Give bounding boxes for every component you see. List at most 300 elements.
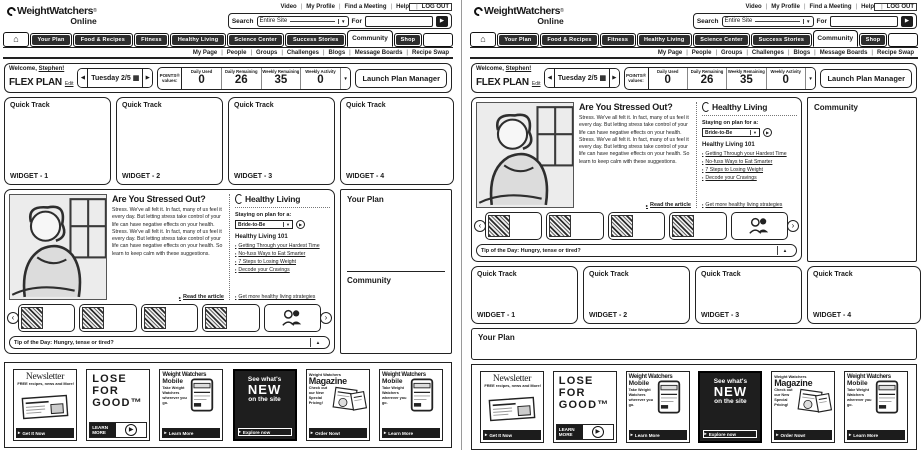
sidebar-divider (347, 271, 445, 272)
subnav-blogs[interactable]: | Blogs (784, 50, 810, 56)
read-article-label: Read the article (650, 202, 691, 208)
ad-cta-button[interactable] (162, 428, 220, 438)
ad-newsletter[interactable] (480, 371, 544, 443)
stat-label: Daily Used (657, 69, 679, 75)
carousel-item[interactable] (141, 304, 198, 332)
tab-label: Shop (396, 35, 420, 45)
subnav-challenges[interactable]: | Challenges (742, 50, 784, 56)
your-plan-title: Your Plan (478, 333, 515, 342)
thumbnail-image (672, 215, 694, 237)
search-input[interactable] (365, 16, 433, 27)
chevron-left-icon: ‹ (11, 313, 15, 322)
logout-button[interactable]: | LOG OUT (409, 3, 452, 11)
welcome-bar (471, 63, 917, 93)
utility-link-find-a-meeting[interactable]: | Find a Meeting (800, 4, 852, 10)
points-brand: POINTS® (159, 72, 180, 78)
quick-track-widget-1[interactable] (471, 266, 578, 324)
tab-shop[interactable] (394, 33, 422, 47)
ad-magazine[interactable] (771, 371, 835, 443)
carousel-item[interactable] (669, 212, 726, 240)
ad-banner-strip (4, 362, 452, 448)
ad-subtitle: Check out our New Special Pricing! (308, 386, 328, 405)
ad-cta-button[interactable] (309, 428, 367, 438)
dotted-divider (235, 207, 330, 208)
hl-link-label: Decode your Cravings (238, 267, 290, 274)
subnav-message-boards[interactable]: | Message Boards (810, 50, 867, 56)
ad-cta-button[interactable] (847, 430, 905, 440)
ad-lose-for-good[interactable] (553, 371, 617, 443)
ad-whats-new[interactable] (233, 369, 297, 441)
registered-mark: ® (93, 8, 97, 14)
tab-label: Fitness (136, 35, 168, 45)
community-module (814, 103, 910, 256)
ad-title: Mobile (162, 378, 183, 385)
tab-fitness[interactable] (600, 33, 635, 47)
ad-title: LOSE FOR GOOD™ (558, 375, 610, 411)
ad-cta-button[interactable] (89, 422, 147, 438)
stat-label: Weekly Remaining (727, 69, 765, 75)
points-brand: POINTS® (626, 72, 647, 78)
hl-link-losing-weight[interactable] (235, 258, 330, 266)
tab-label: Food & Recipes (542, 35, 597, 45)
healthy-living-101-title: Healthy Living 101 (235, 234, 288, 240)
ad-cta-button[interactable] (702, 429, 758, 439)
thumbnail-image (205, 307, 227, 329)
subnav-my-page[interactable]: My Page (192, 49, 218, 56)
stat-value: 0 (317, 74, 324, 87)
brand-logo[interactable] (474, 5, 564, 26)
search-bar (228, 13, 452, 29)
ad-cta-button[interactable] (774, 430, 832, 440)
welcome-bar (4, 63, 452, 93)
date-display[interactable] (554, 69, 610, 87)
tab-success-stories[interactable] (285, 33, 346, 47)
search-scope-select[interactable] (722, 16, 814, 27)
utility-nav (280, 3, 452, 11)
ad-brand: Weight Watchers (774, 374, 807, 379)
ad-subtitle: Take Weight Watchers wherever you go. (162, 386, 187, 405)
welcome-greeting: Welcome, (476, 66, 504, 72)
edit-plan-link[interactable]: Edit (531, 81, 541, 87)
widget-placeholder-label: WIDGET - 4 (346, 173, 385, 180)
plan-name: FLEX PLAN (476, 77, 529, 88)
page-wireframe (467, 0, 921, 450)
hl-link-eat-smarter[interactable] (235, 250, 330, 258)
community-title: Community (347, 275, 391, 285)
hl-link-label: Decode your Cravings (705, 175, 757, 182)
article-title: Are You Stressed Out? (112, 194, 206, 204)
tab-healthy-living[interactable] (637, 33, 692, 47)
hl-link-cravings[interactable] (702, 174, 797, 182)
plan-for-select[interactable] (235, 220, 293, 229)
points-dropdown-button[interactable] (341, 68, 351, 89)
ad-cta-button[interactable] (483, 430, 541, 440)
ad-body (629, 380, 687, 430)
brand-name: WeightWatchers (17, 5, 94, 17)
ad-title: Newsletter (25, 372, 65, 382)
healthy-living-header (235, 194, 330, 204)
home-icon: ⌂ (13, 34, 19, 44)
healthy-living-panel (696, 102, 797, 208)
healthy-living-panel (229, 194, 330, 300)
subnav-blogs[interactable]: | Blogs (319, 50, 345, 56)
quick-track-widget-3[interactable] (228, 97, 335, 185)
date-value: Tuesday 2/5 (91, 74, 131, 82)
carousel-item[interactable] (546, 212, 603, 240)
subnav-groups[interactable]: | Groups (246, 50, 277, 56)
caret-right-icon: ▶ (612, 75, 617, 81)
points-values-label: values: (161, 78, 178, 83)
profile-name-link[interactable]: Stephen! (38, 66, 65, 72)
ad-ww-mobile[interactable] (159, 369, 223, 441)
tab-science-center[interactable] (693, 33, 750, 47)
welcome-text (9, 66, 73, 90)
secondary-nav (470, 47, 918, 59)
search-label: Search (231, 17, 254, 25)
subnav-people[interactable]: | People (682, 50, 711, 56)
ad-subtitle: FREE recipes, news and More! (17, 381, 74, 386)
tab-home[interactable] (3, 32, 29, 47)
ad-title-line2: NEW (713, 384, 748, 399)
quick-track-widget-1[interactable] (4, 97, 111, 185)
hl-link-cravings[interactable] (235, 266, 330, 274)
cta-label: Learn More (388, 430, 414, 436)
ad-newsletter[interactable] (13, 369, 77, 441)
subnav-my-page[interactable]: My Page (657, 49, 683, 56)
ad-title: Mobile (846, 380, 868, 387)
carousel-prev-button[interactable] (7, 312, 19, 324)
read-article-link[interactable] (179, 294, 224, 300)
date-display[interactable] (87, 69, 143, 87)
people-icon (748, 215, 770, 237)
brand-logo[interactable] (7, 5, 97, 26)
ad-title: Magazine (308, 376, 347, 386)
select-dash (290, 21, 335, 22)
date-stepper (77, 68, 153, 88)
points-dropdown-button[interactable] (806, 68, 816, 89)
link-arrow-icon: ▸ (179, 294, 182, 300)
carousel-item[interactable] (202, 304, 259, 332)
more-strategies-label: Get more healthy living strategies (705, 202, 783, 208)
tab-science-center[interactable] (227, 33, 285, 47)
community-module (347, 276, 445, 349)
stat-value: 0 (782, 74, 789, 87)
points-tracker (157, 67, 351, 90)
date-next-button[interactable] (143, 69, 152, 87)
subnav-recipe-swap[interactable]: | Recipe Swap (867, 50, 914, 56)
chevron-down-icon: ▼ (338, 19, 345, 24)
subnav-people[interactable]: | People (217, 50, 246, 56)
content-area (4, 97, 452, 448)
points-label (158, 68, 182, 89)
subnav-recipe-swap[interactable]: | Recipe Swap (402, 50, 449, 56)
stat-label: Daily Used (190, 69, 213, 75)
widget-placeholder-label: WIDGET - 1 (10, 173, 49, 180)
widget-placeholder-label: WIDGET - 2 (589, 312, 628, 319)
search-go-button[interactable] (436, 16, 448, 27)
hl-link-hardest-time[interactable] (702, 150, 797, 158)
healthy-living-links (702, 150, 797, 182)
launch-plan-manager-button[interactable]: Launch Plan Manager (355, 69, 447, 88)
carousel-prev-button[interactable] (474, 220, 486, 232)
tab-shop[interactable] (859, 33, 887, 47)
thumbnail-image (488, 215, 510, 237)
go-arrow-icon: ▶ (766, 131, 769, 135)
widget-placeholder-label: WIDGET - 3 (234, 173, 273, 180)
date-value: Tuesday 2/5 (557, 74, 598, 82)
welcome-greeting: Welcome, (9, 66, 37, 72)
chevron-down-icon: ▼ (803, 19, 810, 24)
ad-body (309, 386, 367, 428)
article-title: Are You Stressed Out? (579, 102, 673, 112)
ad-brand: Weight Watchers (628, 374, 673, 380)
logout-button[interactable]: | LOG OUT (874, 3, 917, 11)
caret-left-icon: ◀ (547, 75, 552, 81)
search-label: Search (696, 17, 719, 25)
brand-sub: Online (70, 16, 97, 26)
content-area (471, 97, 917, 450)
tab-community-active[interactable] (813, 30, 859, 47)
home-icon: ⌂ (480, 34, 486, 44)
tab-food-recipes[interactable] (73, 33, 132, 47)
stat-daily-used (649, 68, 688, 89)
tab-label: Your Plan (499, 35, 537, 45)
ad-cta-button[interactable] (382, 428, 440, 438)
tab-home[interactable] (470, 32, 496, 47)
thumbnail-image (144, 307, 166, 329)
tab-empty-slot (423, 33, 453, 47)
quick-track-widget-3[interactable] (695, 266, 802, 324)
select-dash (755, 21, 800, 22)
tab-healthy-living[interactable] (170, 33, 225, 47)
ad-title-line3: on the site (248, 396, 281, 403)
search-for-label: For (351, 17, 362, 25)
search-scope-select[interactable] (257, 16, 349, 27)
healthy-living-101-title: Healthy Living 101 (702, 142, 755, 148)
go-button[interactable] (763, 128, 772, 137)
widget-title: Quick Track (122, 102, 162, 109)
stat-label: Daily Remaining (690, 69, 724, 75)
thumbnail-image (21, 307, 43, 329)
tip-of-day-bar[interactable] (476, 244, 797, 257)
ad-ww-mobile[interactable] (379, 369, 443, 441)
search-scope-value: Entire Site (724, 18, 753, 24)
carousel-item-community[interactable] (264, 304, 321, 332)
more-strategies-link[interactable] (235, 294, 330, 300)
carousel-next-button[interactable] (787, 220, 799, 232)
carousel-item[interactable] (608, 212, 665, 240)
healthy-living-title: Healthy Living (245, 194, 301, 204)
tab-label: Science Center (229, 35, 283, 45)
ad-cta-button[interactable] (16, 428, 74, 438)
carousel-item[interactable] (18, 304, 75, 332)
utility-link-video[interactable]: Video (745, 4, 762, 10)
ad-whats-new[interactable] (698, 371, 762, 443)
staying-on-plan-label: Staying on plan for a: (235, 212, 292, 218)
tab-label: Fitness (602, 35, 633, 45)
hl-link-hardest-time[interactable] (235, 242, 330, 250)
search-input[interactable] (830, 16, 898, 27)
ad-brand: Weight Watchers (846, 374, 891, 380)
tab-your-plan[interactable] (497, 33, 539, 47)
carousel-item[interactable] (485, 212, 542, 240)
stat-label: Daily Remaining (224, 69, 258, 75)
collapse-button[interactable] (310, 338, 325, 347)
utility-link-my-profile[interactable]: | My Profile (762, 4, 800, 10)
stat-label: Weekly Activity (770, 69, 801, 75)
your-plan-title: Your Plan (347, 195, 384, 204)
quick-track-widget-2[interactable] (583, 266, 690, 324)
ad-lose-for-good[interactable] (86, 369, 150, 441)
widget-placeholder-label: WIDGET - 1 (477, 312, 516, 319)
brand-sub: Online (537, 16, 564, 26)
quick-track-widget-2[interactable] (116, 97, 223, 185)
date-next-button[interactable] (610, 69, 618, 87)
cta-label: Learn More (853, 432, 879, 438)
search-arrow-icon: ▶ (439, 18, 445, 24)
go-button[interactable] (296, 220, 305, 229)
healthy-living-logo-icon (235, 194, 243, 204)
bullet-icon: ▪ (235, 251, 237, 257)
tab-food-recipes[interactable] (540, 33, 599, 47)
cta-label: Get It Now (22, 430, 46, 436)
phone-graphic (190, 378, 214, 428)
ad-subtitle: FREE recipes, news and More! (484, 383, 541, 388)
hl-link-label: Getting Through your Hardest Time (705, 151, 787, 157)
search-go-button[interactable] (901, 16, 913, 27)
plan-for-select-row (235, 220, 330, 229)
widget-title: Quick Track (346, 102, 386, 109)
date-prev-button[interactable] (545, 69, 553, 87)
utility-link-find-a-meeting[interactable]: | Find a Meeting (335, 4, 387, 10)
cta-arrow-icon: ▸ (704, 431, 707, 436)
chevron-down-icon: ▼ (808, 75, 813, 81)
tip-of-day-bar[interactable] (9, 336, 330, 349)
article-text (112, 194, 224, 300)
tab-label: Community (352, 35, 388, 42)
article-text (579, 102, 691, 208)
points-tracker (624, 67, 817, 90)
brand-name: WeightWatchers (484, 5, 561, 17)
quick-track-widget-4[interactable] (340, 97, 454, 185)
magazine-graphic (331, 386, 367, 428)
ad-title: Newsletter (492, 374, 532, 384)
plan-for-select[interactable] (702, 128, 760, 137)
cta-label: Learn More (634, 432, 660, 438)
cta-label: Order Now! (315, 430, 341, 436)
utility-link-help[interactable]: | Help (387, 4, 410, 10)
stat-daily-remaining (222, 68, 262, 89)
quick-track-widgets-row (4, 97, 452, 185)
cta-arrow-icon: ▸ (310, 430, 314, 435)
utility-link-video[interactable]: Video (280, 4, 297, 10)
plan-name: FLEX PLAN (9, 77, 62, 88)
date-prev-button[interactable] (78, 69, 87, 87)
ad-cta-button[interactable] (629, 430, 687, 440)
healthy-living-header (702, 102, 797, 112)
article-row (9, 194, 330, 300)
tab-label: Your Plan (32, 35, 70, 45)
chevron-down-icon: ▼ (750, 130, 757, 135)
carousel-item-community[interactable] (731, 212, 788, 240)
carousel-next-button[interactable] (320, 312, 332, 324)
ad-body (382, 378, 440, 428)
points-label (625, 68, 649, 89)
plan-for-select-row (702, 128, 797, 137)
bullet-icon: ▪ (702, 159, 704, 165)
stat-weekly-remaining (727, 68, 766, 89)
calendar-icon: ▦ (599, 75, 607, 82)
ad-title: Mobile (628, 380, 650, 387)
stressed-woman-sketch (477, 103, 573, 207)
subnav-groups[interactable]: | Groups (711, 50, 742, 56)
ad-cta-button[interactable] (237, 427, 293, 437)
tab-success-stories[interactable] (751, 33, 811, 47)
cta-arrow-icon: ▸ (848, 432, 852, 437)
thumbnail-image (82, 307, 104, 329)
hl-link-losing-weight[interactable] (702, 166, 797, 174)
go-arrow-icon: ▶ (299, 223, 302, 227)
profile-name-link[interactable]: Stephen! (505, 66, 532, 72)
article-body: Stress. We've all felt it. In fact, many of us feel it every day. But letting stress take control of your life can have negative effects on your health. Stress. We've all felt it. In fact, many of us feel it every day. But letting stress take control of your life can have negative effects on your health. So learn to keep calm with these suggestions. (112, 207, 223, 257)
magazine-graphic (796, 388, 832, 430)
cta-label: LEARN MORE (90, 423, 116, 437)
ad-ww-mobile[interactable] (844, 371, 908, 443)
carousel-item[interactable] (79, 304, 136, 332)
ad-ww-mobile[interactable] (626, 371, 690, 443)
welcome-text (476, 66, 540, 90)
hl-link-eat-smarter[interactable] (702, 158, 797, 166)
edit-plan-link[interactable]: Edit (64, 81, 74, 87)
tab-community-active[interactable] (347, 30, 393, 47)
collapse-button[interactable] (777, 246, 792, 255)
main-content-row (471, 97, 917, 262)
widget-title: Quick Track (477, 271, 517, 278)
thumbnail-image (549, 215, 571, 237)
ad-cta-button[interactable] (556, 424, 614, 440)
date-stepper (544, 68, 619, 88)
newsletter-graphic (483, 389, 541, 430)
widget-title: Quick Track (701, 271, 741, 278)
launch-plan-manager-button[interactable]: Launch Plan Manager (820, 69, 912, 88)
subnav-challenges[interactable]: | Challenges (277, 50, 319, 56)
stat-weekly-remaining (262, 68, 302, 89)
utility-link-help[interactable]: | Help (852, 4, 875, 10)
chevron-down-icon: ▼ (343, 75, 348, 81)
stat-value: 35 (274, 74, 288, 87)
tab-fitness[interactable] (134, 33, 170, 47)
subnav-message-boards[interactable]: | Message Boards (345, 50, 402, 56)
your-plan-module (347, 195, 445, 268)
more-strategies-link[interactable] (702, 202, 797, 208)
hl-link-label: 7 Steps to Losing Weight (238, 259, 297, 266)
hl-link-label: Getting Through your Hardest Time (238, 243, 320, 249)
utility-link-my-profile[interactable]: | My Profile (297, 4, 335, 10)
stat-label: Weekly Activity (305, 69, 336, 75)
hl-link-label: No-fuss Ways to Eat Smarter (238, 251, 306, 258)
quick-track-widget-4[interactable] (807, 266, 921, 324)
phone-graphic (657, 380, 681, 430)
plan-for-value: Bride-to-Be (705, 129, 733, 136)
phone-graphic (875, 380, 899, 430)
stat-daily-used (182, 68, 222, 89)
content-carousel (476, 211, 797, 241)
ad-magazine[interactable] (306, 369, 370, 441)
plan-for-value: Bride-to-Be (238, 221, 266, 228)
read-article-link[interactable] (646, 202, 691, 208)
main-content-row (4, 189, 452, 354)
tab-your-plan[interactable] (30, 33, 72, 47)
